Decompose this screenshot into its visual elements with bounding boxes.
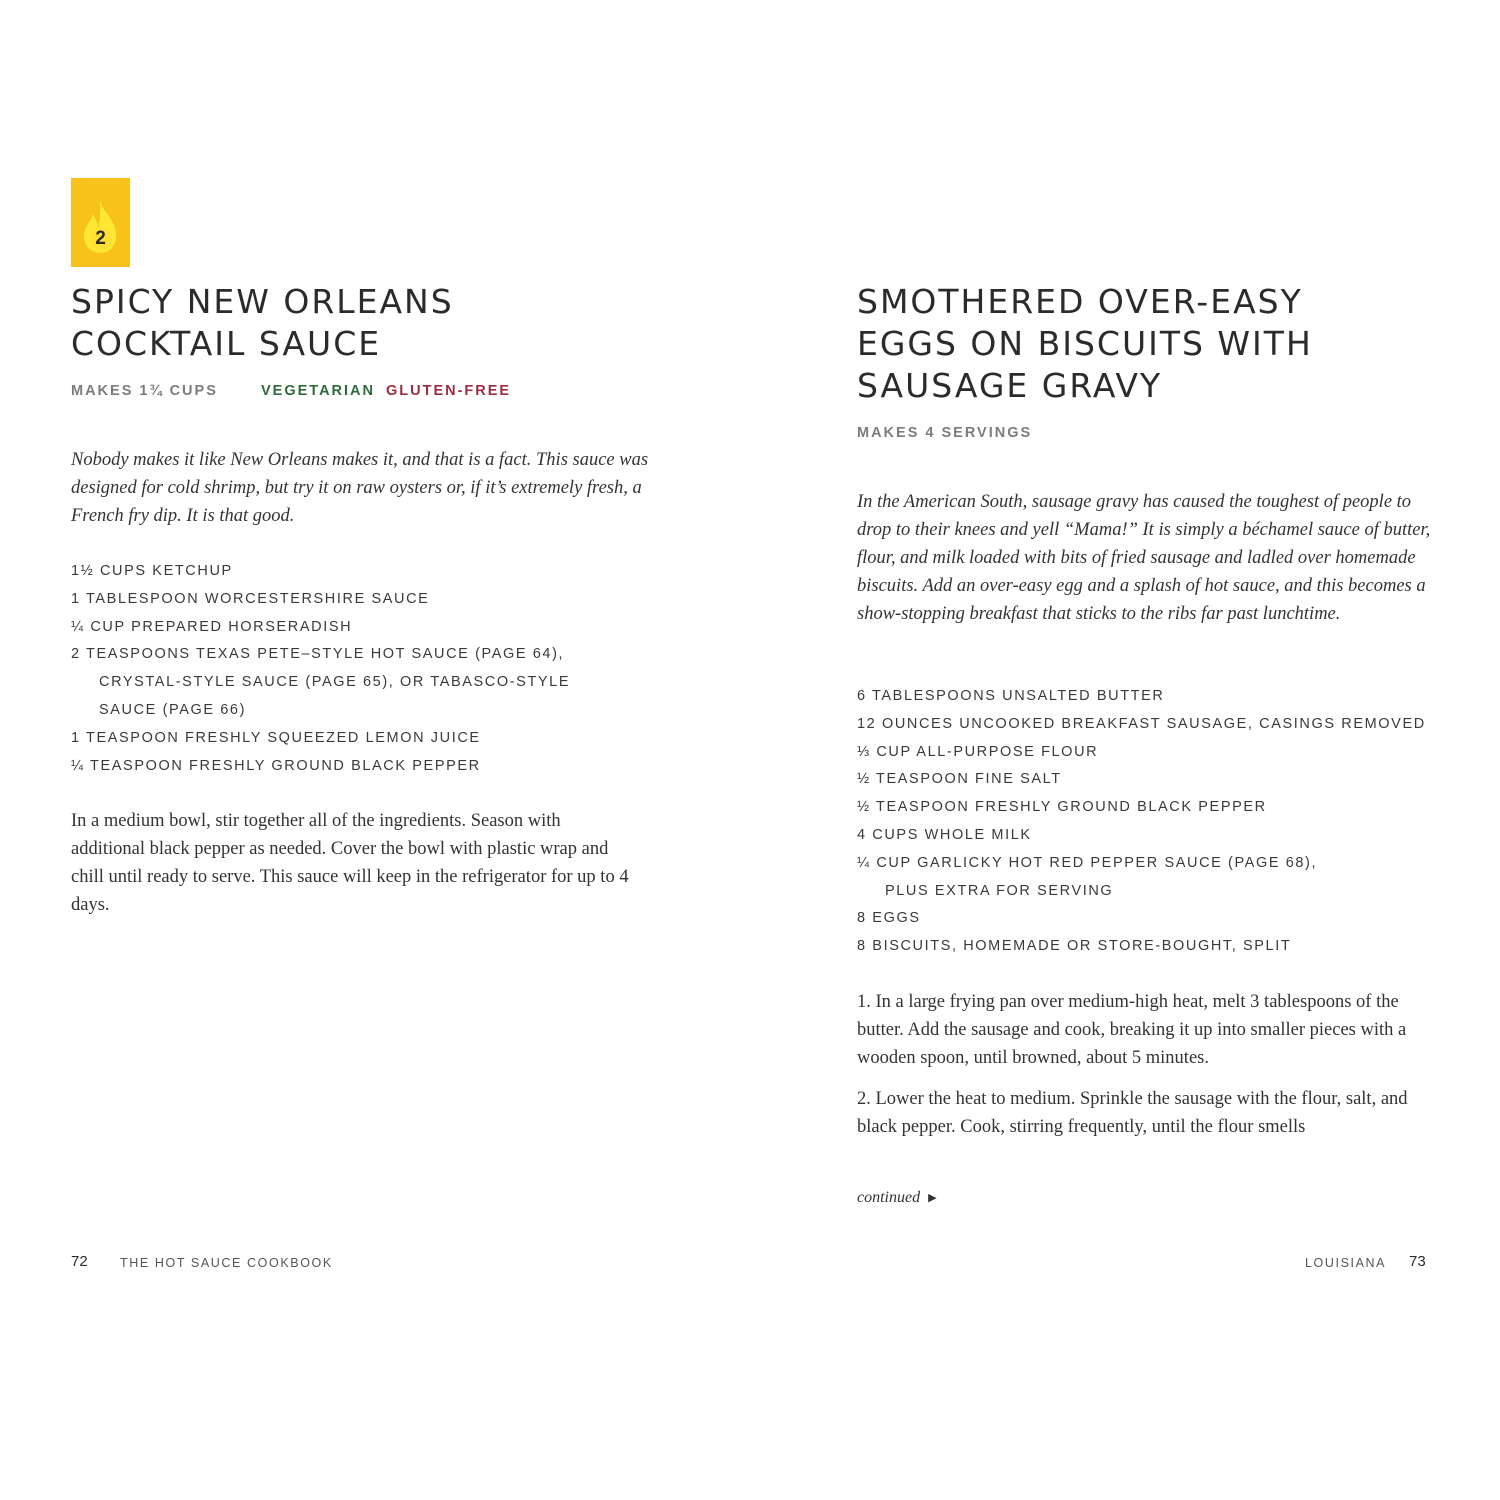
title-line: SAUSAGE GRAVY <box>857 366 1163 405</box>
ingredient-item: ¼ TEASPOON FRESHLY GROUND BLACK PEPPER <box>71 757 481 774</box>
method-step: 2. Lower the heat to medium. Sprinkle the sausage with the flour, salt, and black pepper. Cook, stirring frequently, until the flour smells <box>857 1089 1408 1137</box>
ingredient-item: 1 TEASPOON FRESHLY SQUEEZED LEMON JUICE <box>71 729 481 746</box>
running-footer: THE HOT SAUCE COOKBOOK <box>120 1256 333 1270</box>
ingredient-item: 12 OUNCES UNCOOKED BREAKFAST SAUSAGE, CASINGS REMOVED <box>857 715 1426 732</box>
ingredient-item: ¼ CUP GARLICKY HOT RED PEPPER SAUCE (PAGE 68), <box>857 854 1318 871</box>
ingredient-item: 6 TABLESPOONS UNSALTED BUTTER <box>857 688 1165 704</box>
ingredient-item: 1 TABLESPOON WORCESTERSHIRE SAUCE <box>71 590 430 607</box>
flame-icon <box>71 178 130 267</box>
heat-level-badge <box>71 178 130 267</box>
title-line: EGGS ON BISCUITS WITH <box>857 324 1313 363</box>
ingredient-item: 1½ CUPS KETCHUP <box>71 563 233 579</box>
title-line: COCKTAIL SAUCE <box>71 324 382 363</box>
ingredient-item: 8 EGGS <box>857 910 921 927</box>
dietary-tag-vegetarian: VEGETARIAN <box>261 383 375 399</box>
recipe-yield: MAKES 4 SERVINGS <box>857 425 1033 441</box>
ingredient-list <box>71 558 570 780</box>
recipe-intro: Nobody makes it like New Orleans makes it, and that is a fact. This sauce was designed for cold shrimp, but try it on raw oysters or, if it’s extremely fresh, a French fry dip. It is that good. <box>71 450 649 526</box>
ingredient-item: ½ TEASPOON FRESHLY GROUND BLACK PEPPER <box>857 799 1267 816</box>
running-footer: LOUISIANA <box>1305 1256 1387 1270</box>
ingredient-item: ⅓ CUP ALL-PURPOSE FLOUR <box>857 743 1099 760</box>
method-step: 1. In a large frying pan over medium-high heat, melt 3 tablespoons of the butter. Add the sausage and cook, breaking it up into smaller pieces with a wooden spoon, until browned, about 5 minutes. <box>857 992 1407 1068</box>
continued-label: continued <box>857 1189 921 1206</box>
ingredient-item: 4 CUPS WHOLE MILK <box>857 826 1032 843</box>
ingredient-list <box>857 683 1426 961</box>
title-line: SMOTHERED OVER-EASY <box>857 282 1303 321</box>
page-number: 72 <box>71 1253 88 1270</box>
recipe-title <box>857 281 1477 407</box>
play-arrow-icon: ▶ <box>928 1192 937 1204</box>
heat-level-number: 2 <box>95 228 106 249</box>
recipe-intro: In the American South, sausage gravy has caused the toughest of people to drop to their knees and yell “Mama!” It is simply a béchamel sauce of butter, flour, and milk loaded with bits of fried sausage and ladled over homemade biscuits. Add an over-easy egg and a splash of hot sauce, and this becomes a show-stopping breakfast that sticks to the ribs far past lunchtime. <box>857 492 1431 624</box>
ingredient-item: ½ TEASPOON FINE SALT <box>857 771 1062 788</box>
recipe-method: In a medium bowl, stir together all of the ingredients. Season with additional black pepper as needed. Cover the bowl with plastic wrap and chill until ready to serve. This sauce will keep in the refrigerator for up to 4 days. <box>71 811 629 915</box>
continued-marker <box>857 1189 937 1207</box>
ingredient-item: CRYSTAL-STYLE SAUCE (PAGE 65), OR TABASCO-STYLE <box>99 674 571 691</box>
ingredient-item: PLUS EXTRA FOR SERVING <box>885 882 1114 899</box>
ingredient-item: 8 BISCUITS, HOMEMADE OR STORE-BOUGHT, SPLIT <box>857 938 1292 955</box>
ingredient-item: 2 TEASPOONS TEXAS PETE–STYLE HOT SAUCE (PAGE 64), <box>71 646 565 663</box>
ingredient-item: ¼ CUP PREPARED HORSERADISH <box>71 618 353 635</box>
page-number: 73 <box>1409 1253 1426 1270</box>
dietary-tag-gluten-free: GLUTEN-FREE <box>386 383 512 399</box>
title-line: SPICY NEW ORLEANS <box>71 282 454 321</box>
recipe-yield: MAKES 1¾ CUPS <box>71 383 218 399</box>
recipe-title <box>71 281 711 365</box>
ingredient-item: SAUCE (PAGE 66) <box>99 701 247 718</box>
